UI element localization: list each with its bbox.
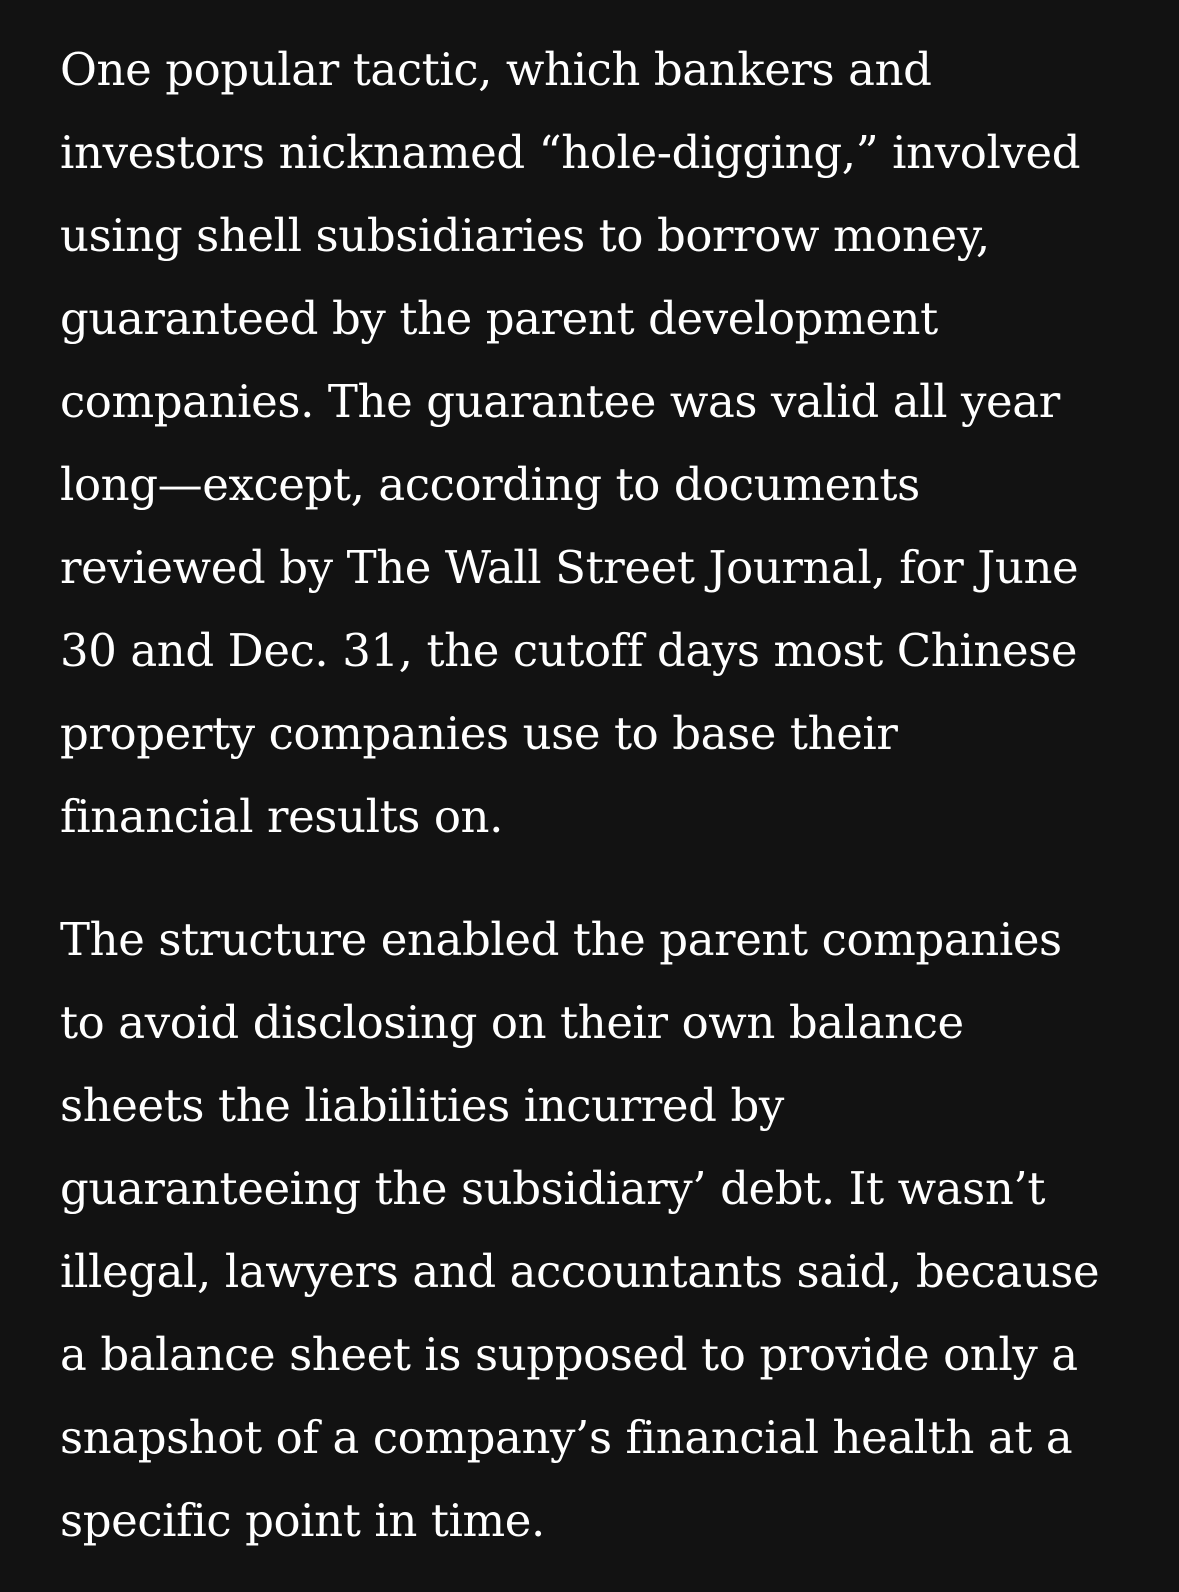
paragraph-line: companies. The guarantee was valid all year — [60, 375, 1060, 428]
article-paragraph-2 — [60, 898, 1139, 1562]
paragraph-line: guaranteed by the parent development — [60, 292, 938, 345]
paragraph-line: long—except, according to documents — [60, 458, 920, 511]
paragraph-line: investors nicknamed “hole-digging,” involved — [60, 126, 1081, 179]
paragraph-line: One popular tactic, which bankers and — [60, 43, 932, 96]
paragraph-line: 30 and Dec. 31, the cutoff days most Chinese — [60, 624, 1078, 677]
paragraph-line: specific point in time. — [60, 1494, 545, 1547]
paragraph-line: using shell subsidiaries to borrow money, — [60, 209, 990, 262]
paragraph-line: The structure enabled the parent companies — [60, 913, 1062, 966]
paragraph-line: guaranteeing the subsidiary’ debt. It wasn’t — [60, 1162, 1046, 1215]
paragraph-line: reviewed by The Wall Street Journal, for June — [60, 541, 1079, 594]
paragraph-line: sheets the liabilities incurred by — [60, 1079, 784, 1132]
paragraph-line: illegal, lawyers and accountants said, because — [60, 1245, 1100, 1298]
paragraph-line: a balance sheet is supposed to provide only a — [60, 1328, 1078, 1381]
paragraph-line: to avoid disclosing on their own balance — [60, 996, 964, 1049]
paragraph-line: property companies use to base their — [60, 707, 898, 760]
article-paragraph-1 — [60, 28, 1139, 858]
paragraph-line: financial results on. — [60, 790, 504, 843]
paragraph-line: snapshot of a company’s financial health at a — [60, 1411, 1073, 1464]
